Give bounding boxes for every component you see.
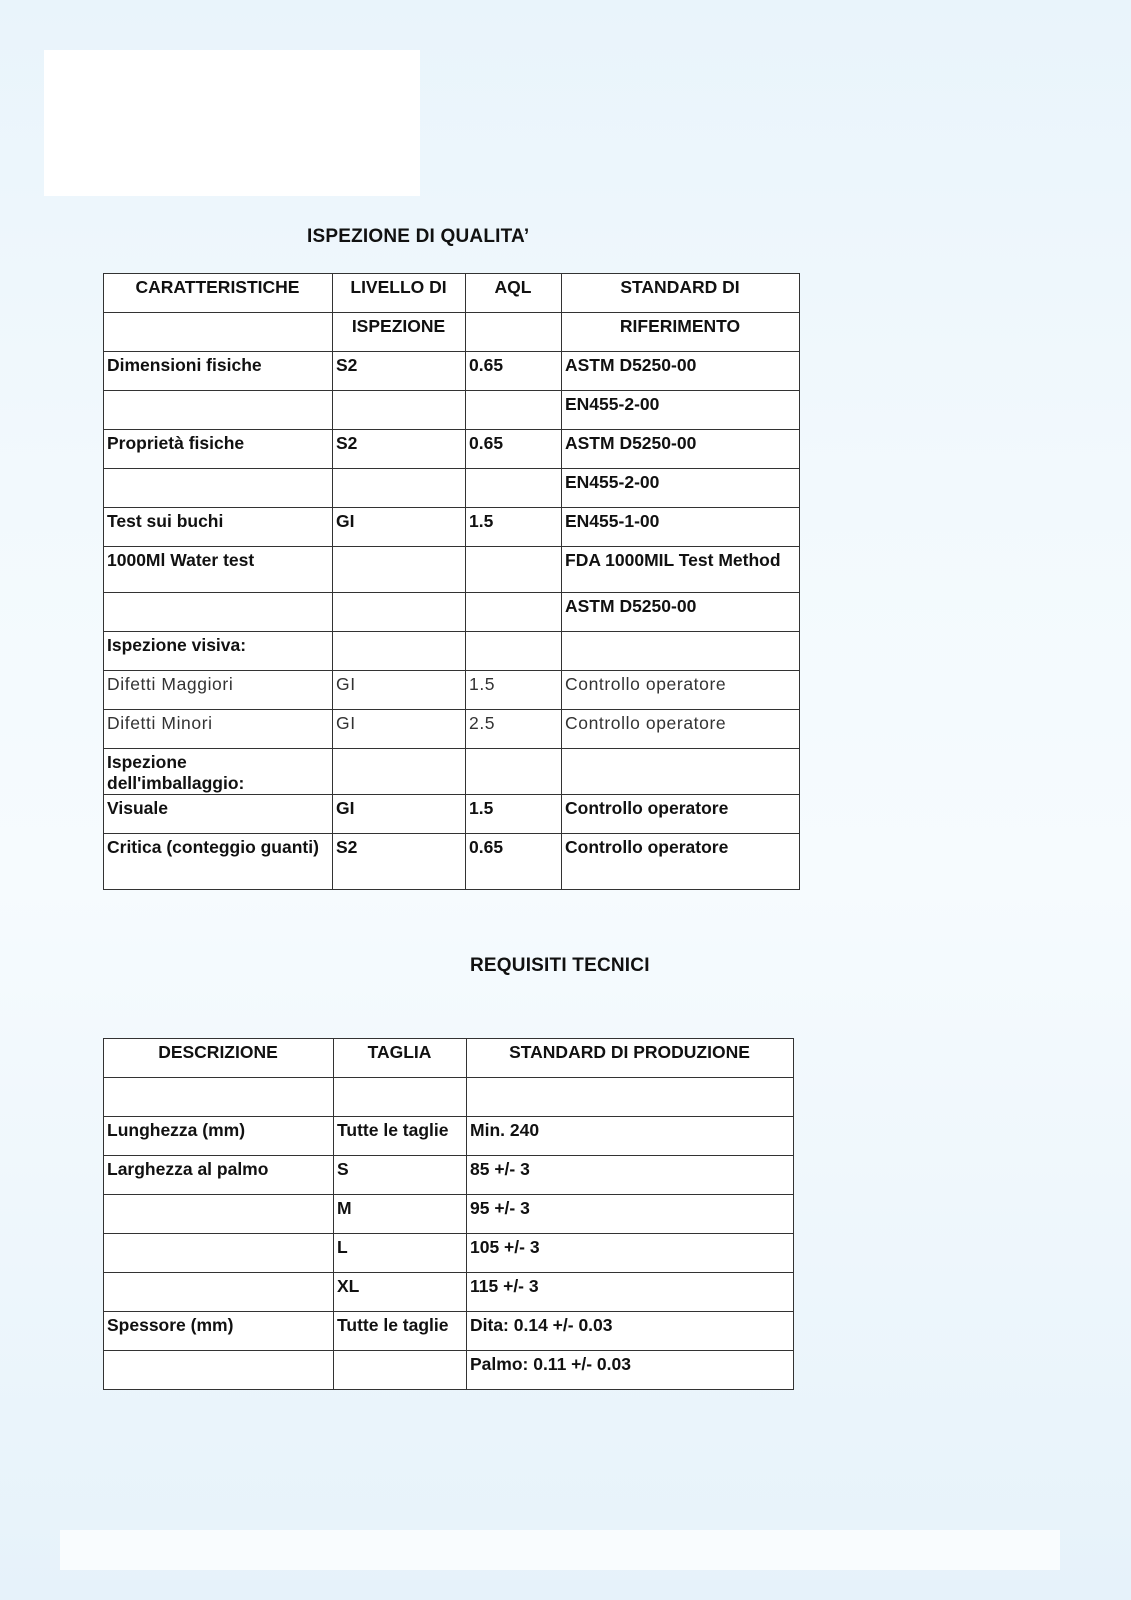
cell-caratteristica: Difetti Maggiori bbox=[104, 671, 333, 710]
table-row bbox=[104, 1195, 794, 1234]
cell-standard: Controllo operatore bbox=[562, 710, 800, 749]
table-row bbox=[104, 1234, 794, 1273]
cell-caratteristica: Ispezione visiva: bbox=[104, 632, 333, 671]
cell-livello: GI bbox=[333, 710, 466, 749]
table-row bbox=[104, 749, 800, 795]
scan-bottom-strip bbox=[60, 1530, 1060, 1570]
cell-standard: ASTM D5250-00 bbox=[562, 593, 800, 632]
table-row bbox=[104, 508, 800, 547]
cell-descrizione bbox=[104, 1078, 334, 1117]
header-cell: AQL bbox=[466, 274, 562, 313]
cell-caratteristica bbox=[104, 469, 333, 508]
cell-aql: 1.5 bbox=[466, 671, 562, 710]
cell-taglia: Tutte le taglie bbox=[334, 1117, 467, 1156]
cell-standard: Controllo operatore bbox=[562, 671, 800, 710]
cell-caratteristica: Visuale bbox=[104, 795, 333, 834]
cell-standard: Controllo operatore bbox=[562, 795, 800, 834]
table-row bbox=[104, 710, 800, 749]
cell-descrizione bbox=[104, 1195, 334, 1234]
cell-livello: S2 bbox=[333, 352, 466, 391]
cell-caratteristica: Proprietà fisiche bbox=[104, 430, 333, 469]
table-row bbox=[104, 671, 800, 710]
table-row bbox=[104, 593, 800, 632]
cell-livello: GI bbox=[333, 671, 466, 710]
quality-inspection-title: ISPEZIONE DI QUALITA’ bbox=[307, 226, 530, 247]
quality-inspection-table bbox=[103, 273, 800, 890]
redacted-letterhead bbox=[44, 50, 420, 196]
cell-aql bbox=[466, 749, 562, 795]
cell-descrizione: Spessore (mm) bbox=[104, 1312, 334, 1351]
cell-livello: S2 bbox=[333, 430, 466, 469]
table-header-row bbox=[104, 1039, 794, 1078]
cell-taglia: S bbox=[334, 1156, 467, 1195]
cell-standard bbox=[562, 749, 800, 795]
cell-livello: GI bbox=[333, 795, 466, 834]
table-row bbox=[104, 834, 800, 890]
cell-descrizione: Larghezza al palmo bbox=[104, 1156, 334, 1195]
cell-caratteristica: Difetti Minori bbox=[104, 710, 333, 749]
header-cell: STANDARD DI bbox=[562, 274, 800, 313]
header-cell: DESCRIZIONE bbox=[104, 1039, 334, 1078]
cell-standard: EN455-2-00 bbox=[562, 391, 800, 430]
cell-caratteristica: 1000Ml Water test bbox=[104, 547, 333, 593]
cell-aql: 0.65 bbox=[466, 352, 562, 391]
cell-descrizione: Lunghezza (mm) bbox=[104, 1117, 334, 1156]
cell-standard bbox=[562, 632, 800, 671]
cell-taglia: XL bbox=[334, 1273, 467, 1312]
cell-livello bbox=[333, 547, 466, 593]
cell-standard: 115 +/- 3 bbox=[467, 1273, 794, 1312]
table-row bbox=[104, 1273, 794, 1312]
table-row bbox=[104, 469, 800, 508]
cell-standard: EN455-1-00 bbox=[562, 508, 800, 547]
cell-livello: S2 bbox=[333, 834, 466, 890]
cell-aql: 1.5 bbox=[466, 508, 562, 547]
table-row bbox=[104, 1078, 794, 1117]
cell-standard: 95 +/- 3 bbox=[467, 1195, 794, 1234]
cell-standard: FDA 1000MIL Test Method bbox=[562, 547, 800, 593]
cell-standard bbox=[467, 1078, 794, 1117]
header-cell: TAGLIA bbox=[334, 1039, 467, 1078]
cell-descrizione bbox=[104, 1351, 334, 1390]
header-cell bbox=[466, 313, 562, 352]
table-row bbox=[104, 430, 800, 469]
cell-aql bbox=[466, 469, 562, 508]
cell-livello bbox=[333, 391, 466, 430]
cell-aql: 2.5 bbox=[466, 710, 562, 749]
cell-caratteristica: Dimensioni fisiche bbox=[104, 352, 333, 391]
cell-livello bbox=[333, 632, 466, 671]
cell-aql bbox=[466, 632, 562, 671]
technical-requirements-title: REQUISITI TECNICI bbox=[470, 955, 650, 976]
table-row bbox=[104, 352, 800, 391]
table-header-row bbox=[104, 274, 800, 313]
cell-taglia bbox=[334, 1078, 467, 1117]
cell-livello: GI bbox=[333, 508, 466, 547]
table-row bbox=[104, 632, 800, 671]
cell-standard: ASTM D5250-00 bbox=[562, 430, 800, 469]
table-row bbox=[104, 391, 800, 430]
cell-standard: 85 +/- 3 bbox=[467, 1156, 794, 1195]
cell-caratteristica: Ispezione dell'imballaggio: bbox=[104, 749, 333, 795]
header-cell: LIVELLO DI bbox=[333, 274, 466, 313]
cell-standard: ASTM D5250-00 bbox=[562, 352, 800, 391]
cell-aql bbox=[466, 547, 562, 593]
cell-caratteristica bbox=[104, 593, 333, 632]
table-header-row bbox=[104, 313, 800, 352]
cell-caratteristica bbox=[104, 391, 333, 430]
cell-standard: Palmo: 0.11 +/- 0.03 bbox=[467, 1351, 794, 1390]
table-row bbox=[104, 1117, 794, 1156]
cell-aql: 1.5 bbox=[466, 795, 562, 834]
cell-livello bbox=[333, 749, 466, 795]
cell-taglia: M bbox=[334, 1195, 467, 1234]
table-row bbox=[104, 1156, 794, 1195]
cell-aql: 0.65 bbox=[466, 430, 562, 469]
header-cell: STANDARD DI PRODUZIONE bbox=[467, 1039, 794, 1078]
cell-aql: 0.65 bbox=[466, 834, 562, 890]
cell-aql bbox=[466, 391, 562, 430]
cell-aql bbox=[466, 593, 562, 632]
header-cell: CARATTERISTICHE bbox=[104, 274, 333, 313]
header-cell: RIFERIMENTO bbox=[562, 313, 800, 352]
cell-livello bbox=[333, 469, 466, 508]
table-row bbox=[104, 1351, 794, 1390]
cell-livello bbox=[333, 593, 466, 632]
cell-taglia bbox=[334, 1351, 467, 1390]
cell-standard: 105 +/- 3 bbox=[467, 1234, 794, 1273]
cell-standard: Controllo operatore bbox=[562, 834, 800, 890]
table-row bbox=[104, 795, 800, 834]
cell-taglia: Tutte le taglie bbox=[334, 1312, 467, 1351]
header-cell bbox=[104, 313, 333, 352]
cell-caratteristica: Test sui buchi bbox=[104, 508, 333, 547]
cell-standard: Min. 240 bbox=[467, 1117, 794, 1156]
cell-standard: EN455-2-00 bbox=[562, 469, 800, 508]
cell-caratteristica: Critica (conteggio guanti) bbox=[104, 834, 333, 890]
cell-descrizione bbox=[104, 1234, 334, 1273]
header-cell: ISPEZIONE bbox=[333, 313, 466, 352]
cell-taglia: L bbox=[334, 1234, 467, 1273]
table-row bbox=[104, 1312, 794, 1351]
cell-descrizione bbox=[104, 1273, 334, 1312]
cell-standard: Dita: 0.14 +/- 0.03 bbox=[467, 1312, 794, 1351]
technical-requirements-table bbox=[103, 1038, 794, 1390]
table-row bbox=[104, 547, 800, 593]
